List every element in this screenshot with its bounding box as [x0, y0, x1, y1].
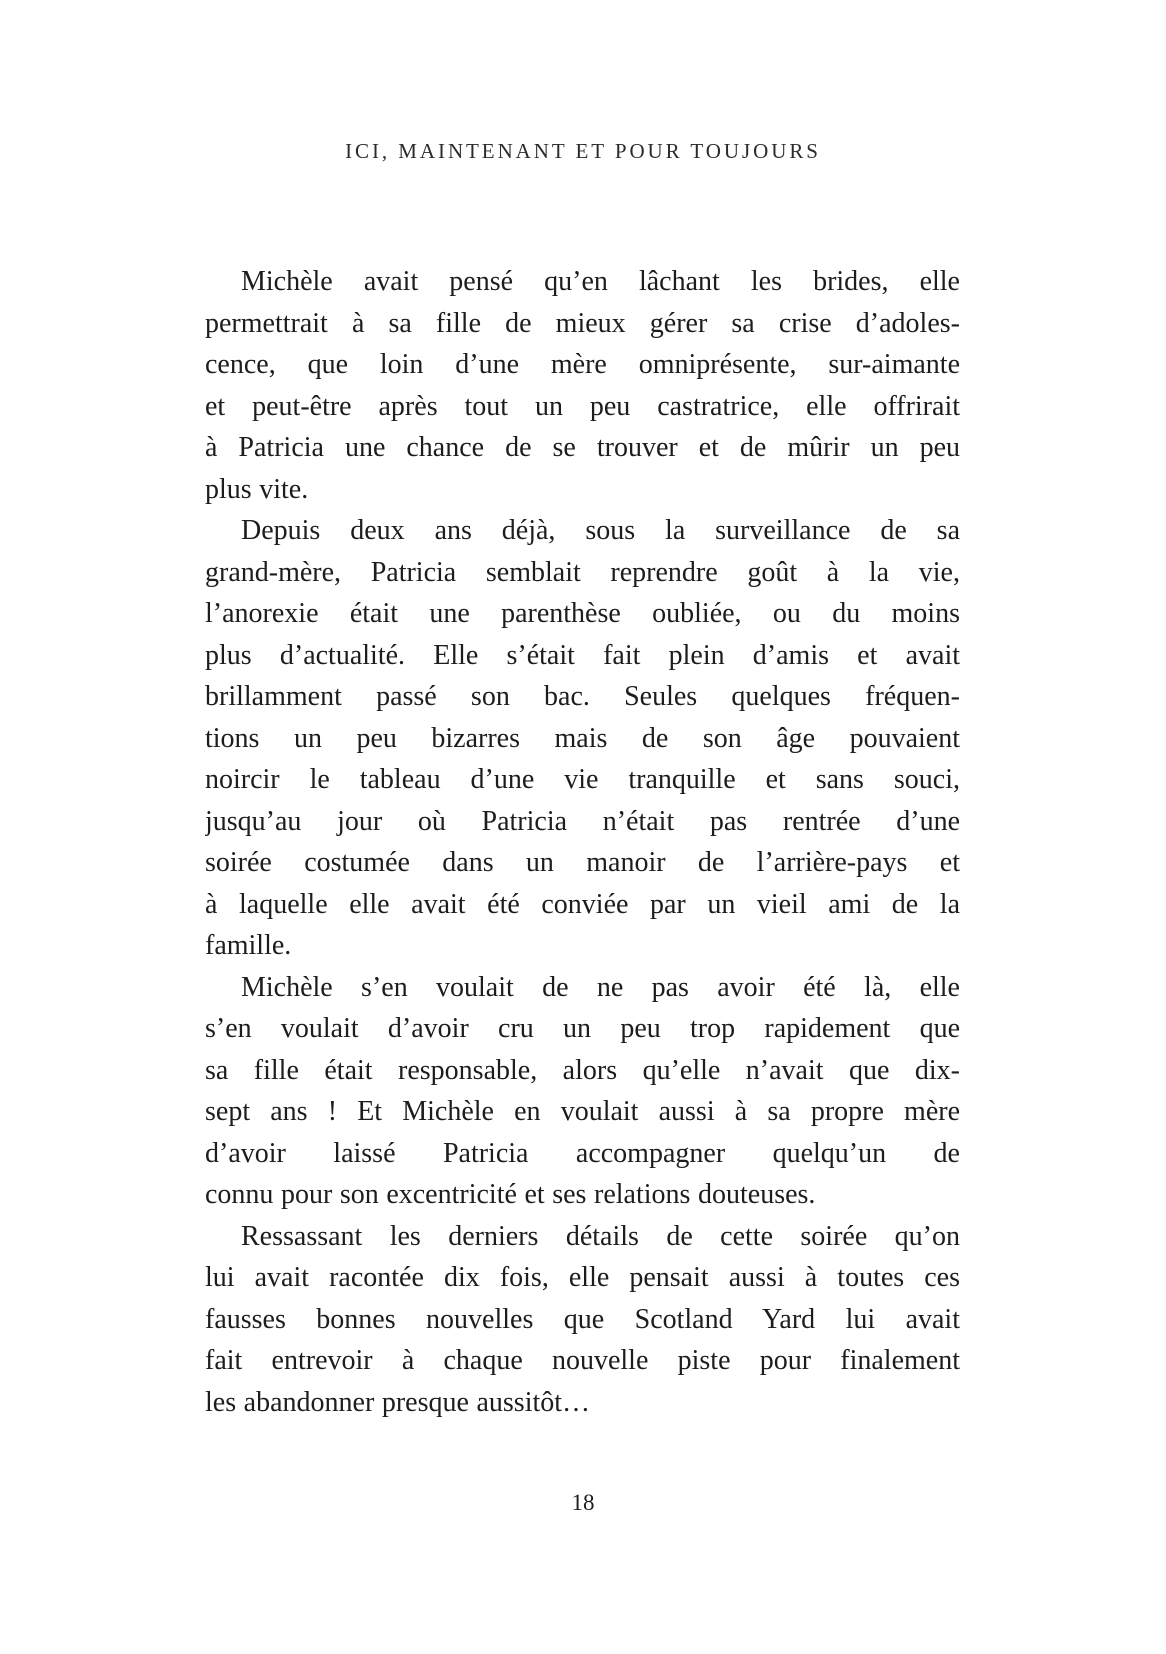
text-line: sept ans ! Et Michèle en voulait aussi à sa propre mère: [205, 1096, 960, 1127]
text-line: jusqu’au jour où Patricia n’était pas rentrée d’une: [205, 805, 960, 837]
text-line: grand-mère, Patricia semblait reprendre goût à la vie,: [205, 556, 960, 588]
text-line: l’anorexie était une parenthèse oubliée, ou du moins: [205, 598, 960, 629]
text-line: famille.: [205, 930, 292, 961]
text-line: Michèle s’en voulait de ne pas avoir été là, elle: [241, 971, 960, 1003]
text-line: Ressassant les derniers détails de cette soirée qu’on: [241, 1220, 960, 1252]
text-line: Depuis deux ans déjà, sous la surveillance de sa: [241, 515, 960, 546]
text-line: connu pour son excentricité et ses relations douteuses.: [205, 1179, 816, 1210]
text-line: à Patricia une chance de se trouver et de mûrir un peu: [205, 432, 960, 463]
text-line: à laquelle elle avait été conviée par un vieil ami de la: [205, 888, 960, 920]
text-line: noircir le tableau d’une vie tranquille et sans souci,: [205, 764, 960, 795]
text-line: soirée costumée dans un manoir de l’arrière-pays et: [205, 847, 960, 878]
text-line: cence, que loin d’une mère omniprésente, sur-aimante: [205, 349, 960, 380]
text-line: sa fille était responsable, alors qu’elle n’avait que dix-: [205, 1054, 960, 1086]
running-head: ICI, MAINTENANT ET POUR TOUJOURS: [345, 139, 821, 163]
text-block: [205, 261, 960, 1423]
paragraph: [205, 510, 960, 967]
page-number: 18: [571, 1490, 595, 1515]
text-line: les abandonner presque aussitôt…: [205, 1386, 591, 1418]
text-line: s’en voulait d’avoir cru un peu trop rapidement que: [205, 1013, 960, 1044]
text-line: plus d’actualité. Elle s’était fait plein d’amis et avait: [205, 639, 960, 671]
text-line: et peut-être après tout un peu castratrice, elle offrirait: [205, 390, 960, 422]
text-line: brillamment passé son bac. Seules quelques fréquen-: [205, 681, 960, 712]
text-line: plus vite.: [205, 473, 309, 505]
text-line: d’avoir laissé Patricia accompagner quelqu’un de: [205, 1137, 960, 1169]
paragraph: [205, 1216, 960, 1424]
text-line: lui avait racontée dix fois, elle pensait aussi à toutes ces: [205, 1262, 960, 1293]
text-line: permettrait à sa fille de mieux gérer sa crise d’adoles-: [205, 307, 960, 339]
text-line: Michèle avait pensé qu’en lâchant les brides, elle: [241, 266, 960, 297]
paragraph: [205, 261, 960, 510]
text-line: fausses bonnes nouvelles que Scotland Yard lui avait: [205, 1303, 960, 1335]
text-line: tions un peu bizarres mais de son âge pouvaient: [205, 722, 960, 754]
paragraph: [205, 967, 960, 1216]
text-line: fait entrevoir à chaque nouvelle piste pour finalement: [205, 1345, 960, 1376]
